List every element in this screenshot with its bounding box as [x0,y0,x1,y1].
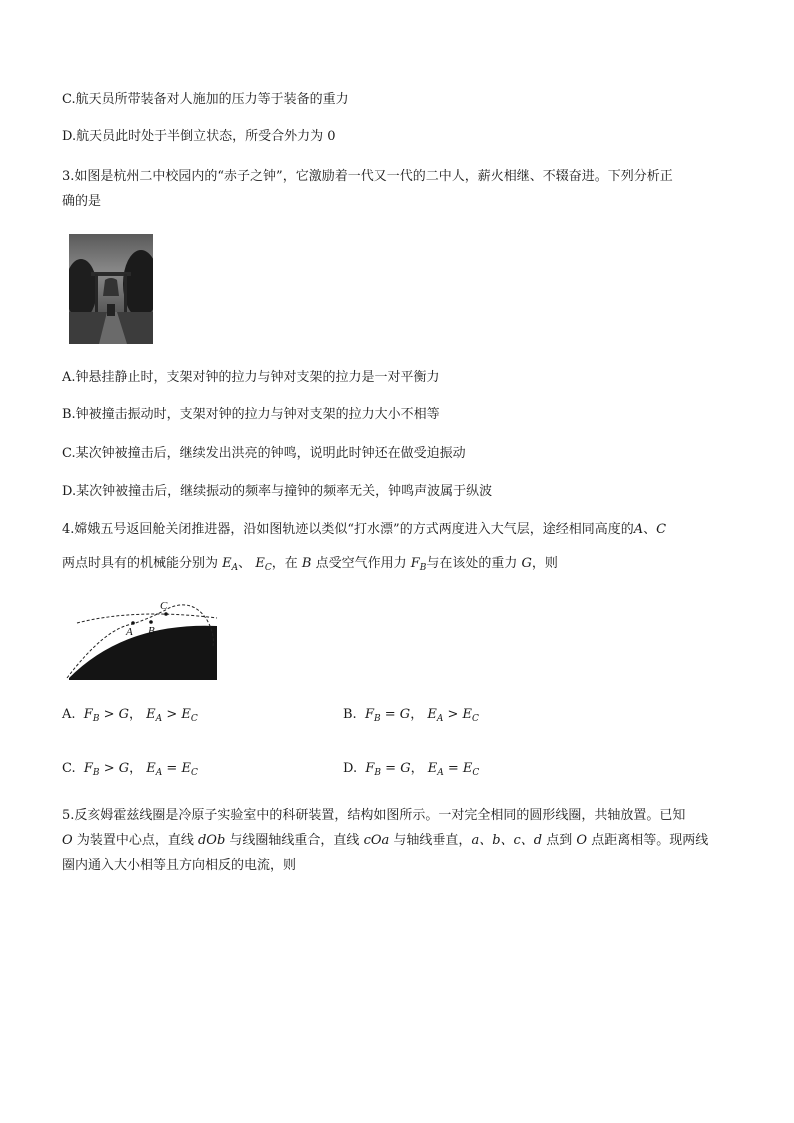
trajectory-diagram [65,598,225,680]
q3-option-b: B.钟被撞击振动时，支架对钟的拉力与钟对支架的拉力大小不相等 [62,407,440,422]
q5-stem-line2: O 为装置中心点，直线 dOb 与线圈轴线重合，直线 cOa 与轴线垂直，a、b、c、d 点到 O 点距离相等。现两线 [62,833,709,848]
q5-stem-line3: 圈内通入大小相等且方向相反的电流，则 [62,858,297,873]
point-b [149,620,153,624]
q2-option-c: C.航天员所带装备对人施加的压力等于装备的重力 [62,92,349,107]
q3-option-d: D.某次钟被撞击后，继续振动的频率与撞钟的频率无关，钟鸣声波属于纵波 [62,484,493,499]
q4-option-a: A. $F_B > G$， $E_A > E_C$ [62,707,198,724]
point-a [131,621,135,625]
earth-surface [69,626,217,680]
q4-stem-line2: 两点时具有的机械能分别为 $E_A$、 $E_C$，在 B 点受空气作用力 $F_B$与在该处的重力 G，则 [62,556,558,573]
label-c: C [160,600,168,612]
point-c [164,612,168,616]
label-a: A [126,626,133,638]
bell-photo [69,234,153,344]
q3-option-a: A.钟悬挂静止时，支架对钟的拉力与钟对支架的拉力是一对平衡力 [62,370,440,385]
label-b: B [148,625,155,637]
q4-stem-line1: 4.嫦娥五号返回舱关闭推进器，沿如图轨迹以类似“打水漂”的方式两度进入大气层，途经相同高度的A、C [62,522,667,537]
q4-option-b: B. $F_B = G$， $E_A > E_C$ [343,707,479,724]
q3-option-c: C.某次钟被撞击后，继续发出洪亮的钟鸣，说明此时钟还在做受迫振动 [62,446,466,461]
q2-option-d: D.航天员此时处于半倒立状态，所受合外力为 0 [62,129,336,144]
q3-stem-line2: 确的是 [62,194,102,209]
q4-option-c: C. $F_B > G$， $E_A = E_C$ [62,761,198,778]
q5-stem-line1: 5.反亥姆霍兹线圈是冷原子实验室中的科研装置，结构如图所示。一对完全相同的圆形线圈，共轴放置。已知 [62,808,686,823]
q3-stem-line1: 3.如图是杭州二中校园内的“赤子之钟”，它激励着一代又一代的二中人，薪火相继、不辍奋进。下列分析正 [62,169,673,184]
q4-option-d: D. $F_B = G$， $E_A = E_C$ [343,761,480,778]
